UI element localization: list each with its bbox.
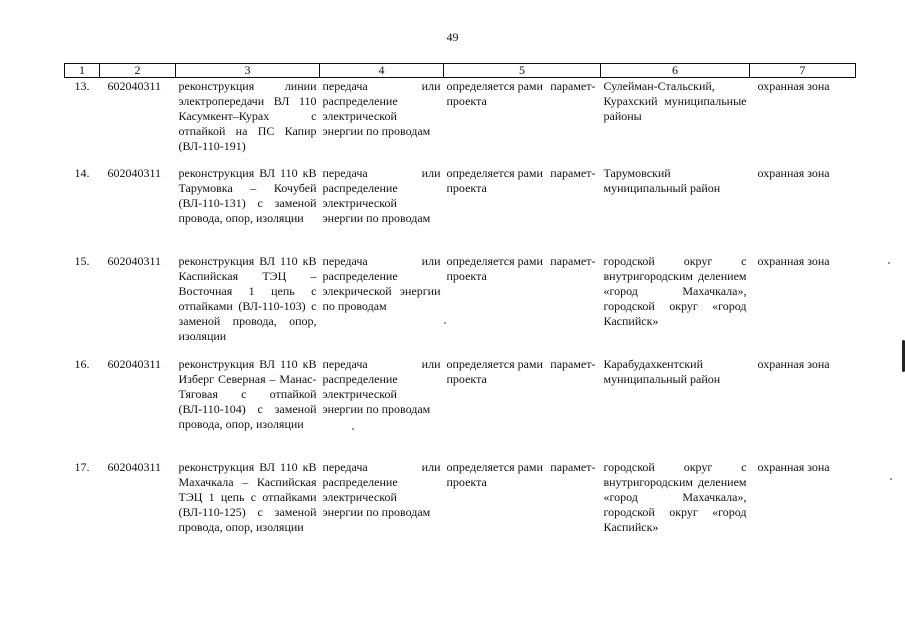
params-text: определяется рами проекта [446, 357, 543, 386]
object-code: 602040311 [107, 460, 162, 474]
object-params [444, 78, 601, 166]
column-header-4: 4 [320, 64, 444, 78]
scan-speck [890, 478, 892, 480]
table-row [65, 356, 856, 459]
row-number: 13. [74, 79, 90, 93]
table-row [65, 165, 856, 253]
column-header-6: 6 [601, 64, 750, 78]
row-number: 16. [74, 357, 90, 371]
object-name: реконструкция ВЛ 110 кВ Каспийская ТЭЦ – Восточная 1 цепь с отпайками (ВЛ-110-103) с заменой провода, опор, изоляции [178, 254, 317, 343]
params-hyphen: парамет- [550, 357, 596, 371]
params-hyphen: парамет- [550, 460, 596, 474]
column-header-5: 5 [444, 64, 601, 78]
row-number: 15. [74, 254, 90, 268]
page-number: 49 [446, 30, 459, 44]
table-row [65, 78, 856, 166]
object-purpose: передача или распределение электрической энергии по проводам [322, 166, 441, 225]
zone-type: охранная зона [757, 166, 830, 180]
objects-table [64, 63, 856, 550]
object-name: реконструкция ВЛ 110 кВ Изберг Северная – Манас-Тяговая с отпайкой (ВЛ-110-104) с заменой провода, опор, изоляции [178, 357, 317, 431]
object-params [444, 459, 601, 550]
object-location: городской округ с внутригородским делением «город Махачкала», городской округ «город Каспийск» [603, 254, 747, 328]
params-text: определяется рами проекта [446, 254, 543, 283]
zone-type: охранная зона [757, 357, 830, 371]
object-purpose: передача или распределение электрической энергии по проводам [322, 357, 441, 416]
object-code: 602040311 [107, 79, 162, 93]
object-location: Карабудахкентский муниципальный район [603, 357, 721, 386]
params-text: определяется рами проекта [446, 166, 543, 195]
object-location: Сулейман-Стальский, Курахский муниципальные районы [603, 79, 747, 123]
object-params [444, 253, 601, 356]
params-hyphen: парамет- [550, 254, 596, 268]
object-params [444, 165, 601, 253]
object-purpose: передача или распределение элекрической энергии по проводам [322, 254, 441, 313]
column-numbers-row [65, 64, 856, 78]
object-purpose: передача или распределение электрической энергии по проводам [322, 460, 441, 519]
object-purpose: передача или распределение электрической энергии по проводам [322, 79, 441, 138]
params-text: определяется рами проекта [446, 79, 543, 108]
table-row [65, 253, 856, 356]
object-location: Тарумовский муниципальный район [603, 166, 721, 195]
column-header-1: 1 [65, 64, 100, 78]
params-hyphen: парамет- [550, 166, 596, 180]
zone-type: охранная зона [757, 254, 830, 268]
object-code: 602040311 [107, 254, 162, 268]
zone-type: охранная зона [757, 460, 830, 474]
object-name: реконструкция линии электропередачи ВЛ 110 Касумкент–Курах с отпайкой на ПС Капир (ВЛ-110-191) [178, 79, 317, 153]
object-code: 602040311 [107, 166, 162, 180]
params-text: определяется рами проекта [446, 460, 543, 489]
row-number: 14. [74, 166, 90, 180]
object-params [444, 356, 601, 459]
row-number: 17. [74, 460, 90, 474]
object-name: реконструкция ВЛ 110 кВ Махачкала – Каспийская ТЭЦ 1 цепь с отпайками (ВЛ-110-125) с заменой провода, опор, изоляции [178, 460, 317, 534]
scan-speck [352, 428, 354, 430]
column-header-3: 3 [176, 64, 320, 78]
column-header-2: 2 [100, 64, 176, 78]
object-code: 602040311 [107, 357, 162, 371]
params-hyphen: парамет- [550, 79, 596, 93]
column-header-7: 7 [750, 64, 856, 78]
zone-type: охранная зона [757, 79, 830, 93]
table-row [65, 459, 856, 550]
object-location: городской округ с внутригородским делением «город Махачкала», городской округ «город Каспийск» [603, 460, 747, 534]
scan-speck [888, 262, 890, 264]
object-name: реконструкция ВЛ 110 кВ Тарумовка – Кочубей (ВЛ-110-131) с заменой провода, опор, изоляции [178, 166, 317, 225]
scan-speck [444, 322, 446, 324]
